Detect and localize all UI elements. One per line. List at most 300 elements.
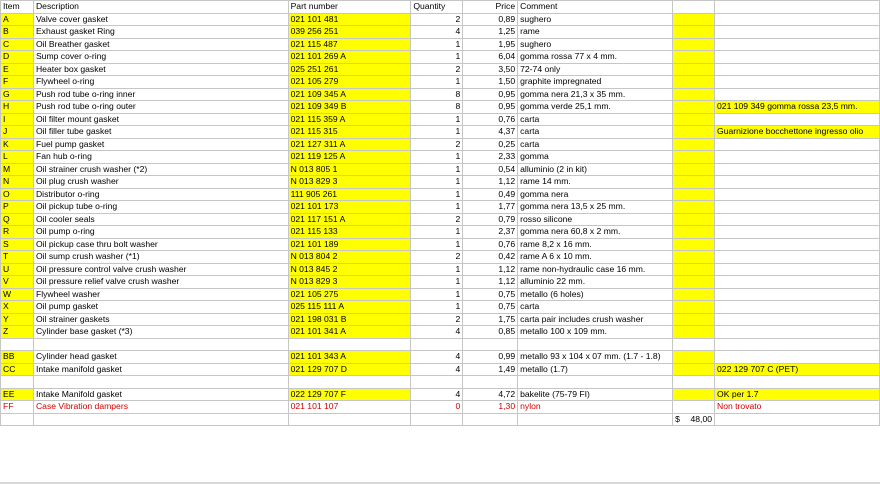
description-cell[interactable]: Push rod tube o-ring outer [33,101,288,114]
comment-cell[interactable]: metallo (1.7) [518,363,673,376]
part-number-cell[interactable]: 021 198 031 B [288,313,411,326]
quantity-cell[interactable]: 2 [411,313,463,326]
item-cell[interactable]: C [1,38,34,51]
comment-cell[interactable]: gomma [518,151,673,164]
quantity-cell[interactable]: 4 [411,388,463,401]
description-cell[interactable]: Oil cooler seals [33,213,288,226]
item-cell[interactable]: Q [1,213,34,226]
empty-cell[interactable] [1,338,34,351]
part-number-cell[interactable]: 022 129 707 F [288,388,411,401]
item-cell[interactable]: R [1,226,34,239]
table-row [1,263,880,276]
item-cell[interactable]: BB [1,351,34,364]
note-cell[interactable] [715,163,880,176]
part-number-cell[interactable]: 025 251 261 [288,63,411,76]
header-empty-cell[interactable] [715,1,880,14]
item-cell[interactable]: K [1,138,34,151]
empty-cell[interactable] [673,38,715,51]
quantity-cell[interactable]: 1 [411,263,463,276]
price-cell[interactable]: 2,33 [463,151,518,164]
item-cell[interactable]: B [1,26,34,39]
quantity-cell[interactable]: 4 [411,363,463,376]
description-cell[interactable]: Exhaust gasket Ring [33,26,288,39]
item-cell[interactable]: W [1,288,34,301]
part-number-cell[interactable]: N 013 845 2 [288,263,411,276]
empty-cell[interactable] [673,126,715,139]
note-cell[interactable] [715,238,880,251]
description-cell[interactable]: Oil strainer gaskets [33,313,288,326]
description-cell[interactable]: Oil Breather gasket [33,38,288,51]
note-cell[interactable] [715,263,880,276]
item-cell[interactable]: CC [1,363,34,376]
description-cell[interactable]: Oil pump gasket [33,301,288,314]
part-number-cell[interactable]: 021 129 707 D [288,363,411,376]
note-cell[interactable]: OK per 1.7 [715,388,880,401]
header-empty-cell[interactable] [673,1,715,14]
price-cell[interactable]: 0,95 [463,88,518,101]
empty-cell[interactable] [288,376,411,389]
price-cell[interactable]: 4,72 [463,388,518,401]
description-cell[interactable]: Valve cover gasket [33,13,288,26]
empty-cell[interactable] [673,301,715,314]
part-number-cell[interactable]: N 013 804 2 [288,251,411,264]
item-cell[interactable]: N [1,176,34,189]
empty-cell[interactable] [673,88,715,101]
item-cell[interactable]: Z [1,326,34,339]
table-row [1,251,880,264]
item-cell[interactable]: S [1,238,34,251]
empty-cell[interactable] [518,338,673,351]
table-row [1,88,880,101]
comment-cell[interactable]: carta [518,138,673,151]
description-cell[interactable]: Oil pump o-ring [33,226,288,239]
quantity-cell[interactable]: 2 [411,213,463,226]
price-cell[interactable]: 0,76 [463,113,518,126]
empty-cell[interactable] [673,376,715,389]
price-cell[interactable]: 0,76 [463,238,518,251]
description-cell[interactable]: Oil sump crush washer (*1) [33,251,288,264]
table-row [1,13,880,26]
description-cell[interactable]: Oil pressure relief valve crush washer [33,276,288,289]
note-cell[interactable] [715,38,880,51]
table-row [1,163,880,176]
empty-cell[interactable] [673,138,715,151]
part-number-cell[interactable]: 021 109 345 A [288,88,411,101]
empty-cell[interactable] [673,26,715,39]
comment-cell[interactable]: rame 8,2 x 16 mm. [518,238,673,251]
part-number-cell[interactable]: 021 127 311 A [288,138,411,151]
item-cell[interactable]: F [1,76,34,89]
table-row [1,288,880,301]
price-cell[interactable]: 1,12 [463,263,518,276]
quantity-cell[interactable]: 4 [411,26,463,39]
item-cell[interactable]: T [1,251,34,264]
table-row [1,301,880,314]
quantity-cell[interactable]: 1 [411,38,463,51]
item-cell[interactable]: A [1,13,34,26]
empty-cell[interactable] [673,163,715,176]
empty-cell[interactable] [673,263,715,276]
table-row [1,51,880,64]
quantity-cell[interactable]: 1 [411,301,463,314]
table-row [1,176,880,189]
quantity-cell[interactable]: 1 [411,288,463,301]
description-cell[interactable]: Fan hub o-ring [33,151,288,164]
empty-cell[interactable] [673,188,715,201]
table-row [1,188,880,201]
quantity-cell[interactable]: 2 [411,251,463,264]
part-number-cell[interactable]: 021 115 487 [288,38,411,51]
description-cell[interactable]: Oil filter mount gasket [33,113,288,126]
quantity-cell[interactable]: 1 [411,188,463,201]
item-cell[interactable]: G [1,88,34,101]
comment-cell[interactable]: carta [518,301,673,314]
price-cell[interactable]: 1,75 [463,313,518,326]
table-row [1,276,880,289]
comment-cell[interactable]: sughero [518,38,673,51]
price-cell[interactable]: 1,50 [463,76,518,89]
empty-cell[interactable] [518,376,673,389]
price-cell[interactable]: 0,54 [463,163,518,176]
quantity-cell[interactable]: 0 [411,401,463,414]
price-cell[interactable]: 4,37 [463,126,518,139]
note-cell[interactable] [715,26,880,39]
part-number-cell[interactable]: N 013 829 3 [288,276,411,289]
price-cell[interactable]: 1,77 [463,201,518,214]
item-cell[interactable]: I [1,113,34,126]
description-cell[interactable]: Push rod tube o-ring inner [33,88,288,101]
table-row [1,313,880,326]
empty-cell[interactable] [33,376,288,389]
part-number-cell[interactable]: 025 115 111 A [288,301,411,314]
quantity-cell[interactable]: 1 [411,176,463,189]
empty-cell[interactable] [411,338,463,351]
empty-cell[interactable] [463,338,518,351]
table-row [1,201,880,214]
empty-cell[interactable] [673,338,715,351]
quantity-cell[interactable]: 8 [411,88,463,101]
empty-cell[interactable] [673,176,715,189]
item-cell[interactable]: P [1,201,34,214]
table-row [1,76,880,89]
empty-cell[interactable] [288,413,411,426]
part-number-cell[interactable]: 021 101 343 A [288,351,411,364]
comment-cell[interactable]: nylon [518,401,673,414]
price-cell[interactable]: 0,42 [463,251,518,264]
quantity-cell[interactable]: 8 [411,101,463,114]
price-cell[interactable]: 0,75 [463,301,518,314]
price-cell[interactable]: 0,49 [463,188,518,201]
price-cell[interactable]: 1,12 [463,176,518,189]
description-cell[interactable]: Oil pickup tube o-ring [33,201,288,214]
empty-cell[interactable] [673,313,715,326]
empty-cell[interactable] [673,288,715,301]
description-cell[interactable]: Oil pressure control valve crush washer [33,263,288,276]
description-cell[interactable]: Oil strainer crush washer (*2) [33,163,288,176]
note-cell[interactable] [715,76,880,89]
item-cell[interactable]: O [1,188,34,201]
comment-cell[interactable]: gomma nera 13,5 x 25 mm. [518,201,673,214]
price-cell[interactable]: 1,12 [463,276,518,289]
note-cell[interactable] [715,176,880,189]
comment-cell[interactable]: gomma nera [518,188,673,201]
quantity-cell[interactable]: 1 [411,76,463,89]
empty-cell[interactable] [463,413,518,426]
comment-cell[interactable]: alluminio 22 mm. [518,276,673,289]
description-cell[interactable]: Flywheel washer [33,288,288,301]
empty-cell[interactable] [673,76,715,89]
table-row [1,113,880,126]
description-cell[interactable]: Intake manifold gasket [33,363,288,376]
note-cell[interactable] [715,288,880,301]
description-cell[interactable]: Oil pickup case thru bolt washer [33,238,288,251]
note-cell[interactable] [715,301,880,314]
item-cell[interactable]: FF [1,401,34,414]
note-cell[interactable] [715,51,880,64]
description-cell[interactable]: Cylinder head gasket [33,351,288,364]
item-cell[interactable]: Y [1,313,34,326]
item-cell[interactable]: U [1,263,34,276]
header-row [1,1,880,14]
note-cell[interactable]: 022 129 707 C (PET) [715,363,880,376]
description-cell[interactable]: Cylinder base gasket (*3) [33,326,288,339]
part-number-cell[interactable]: 021 101 341 A [288,326,411,339]
part-number-cell[interactable]: 111 905 261 [288,188,411,201]
empty-cell[interactable] [673,213,715,226]
item-cell[interactable]: E [1,63,34,76]
description-cell[interactable]: Oil plug crush washer [33,176,288,189]
part-number-cell[interactable]: 021 115 359 A [288,113,411,126]
comment-cell[interactable]: carta [518,113,673,126]
comment-cell[interactable]: 72-74 only [518,63,673,76]
comment-cell[interactable]: rame non-hydraulic case 16 mm. [518,263,673,276]
price-cell[interactable]: 6,04 [463,51,518,64]
note-cell[interactable] [715,151,880,164]
item-cell[interactable]: X [1,301,34,314]
item-cell[interactable]: D [1,51,34,64]
empty-cell[interactable] [673,401,715,414]
description-cell[interactable]: Sump cover o-ring [33,51,288,64]
note-cell[interactable] [715,226,880,239]
empty-cell[interactable] [673,151,715,164]
description-cell[interactable]: Distributor o-ring [33,188,288,201]
quantity-cell[interactable]: 1 [411,151,463,164]
note-cell[interactable] [715,326,880,339]
part-number-cell[interactable]: 021 109 349 B [288,101,411,114]
price-cell[interactable]: 0,25 [463,138,518,151]
comment-cell[interactable]: sughero [518,13,673,26]
part-number-cell[interactable]: 021 101 173 [288,201,411,214]
comment-cell[interactable]: rame [518,26,673,39]
note-cell[interactable] [715,188,880,201]
comment-cell[interactable]: graphite impregnated [518,76,673,89]
header-part-number[interactable]: Part number [288,1,411,14]
comment-cell[interactable]: bakelite (75-79 FI) [518,388,673,401]
empty-cell[interactable] [673,251,715,264]
note-cell[interactable] [715,276,880,289]
quantity-cell[interactable]: 1 [411,201,463,214]
note-cell[interactable] [715,63,880,76]
note-cell[interactable]: Guarnizione bocchettone ingresso olio [715,126,880,139]
note-cell[interactable]: Non trovato [715,401,880,414]
description-cell[interactable]: Fuel pump gasket [33,138,288,151]
empty-cell[interactable] [673,51,715,64]
item-cell[interactable]: V [1,276,34,289]
quantity-cell[interactable]: 1 [411,51,463,64]
empty-cell[interactable] [673,226,715,239]
table-row [1,388,880,401]
price-cell[interactable]: 0,75 [463,288,518,301]
quantity-cell[interactable]: 4 [411,326,463,339]
empty-cell[interactable] [715,376,880,389]
item-cell[interactable]: J [1,126,34,139]
comment-cell[interactable]: carta [518,126,673,139]
header-description[interactable]: Description [33,1,288,14]
part-number-cell[interactable]: 021 117 151 A [288,213,411,226]
comment-cell[interactable]: metallo 100 x 109 mm. [518,326,673,339]
comment-cell[interactable]: gomma verde 25,1 mm. [518,101,673,114]
quantity-cell[interactable]: 2 [411,138,463,151]
quantity-cell[interactable]: 1 [411,276,463,289]
header-quantity[interactable]: Quantity [411,1,463,14]
empty-cell[interactable] [1,413,34,426]
price-cell[interactable]: 0,99 [463,351,518,364]
price-cell[interactable]: 1,25 [463,26,518,39]
header-item[interactable]: Item [1,1,34,14]
comment-cell[interactable]: metallo 93 x 104 x 07 mm. (1.7 - 1.8) [518,351,673,364]
comment-cell[interactable]: metallo (6 holes) [518,288,673,301]
comment-cell[interactable]: carta pair includes crush washer [518,313,673,326]
empty-cell[interactable] [673,101,715,114]
price-cell[interactable]: 1,95 [463,38,518,51]
part-number-cell[interactable]: 039 256 251 [288,26,411,39]
part-number-cell[interactable]: 021 119 125 A [288,151,411,164]
total-cell[interactable] [673,413,715,426]
empty-cell[interactable] [33,338,288,351]
empty-cell[interactable] [673,63,715,76]
comment-cell[interactable]: rame A 6 x 10 mm. [518,251,673,264]
note-cell[interactable] [715,213,880,226]
description-cell[interactable]: Case Vibration dampers [33,401,288,414]
note-cell[interactable] [715,138,880,151]
table-row [1,213,880,226]
item-cell[interactable]: M [1,163,34,176]
empty-cell[interactable] [288,338,411,351]
empty-cell[interactable] [411,413,463,426]
table-row [1,38,880,51]
price-cell[interactable]: 0,95 [463,101,518,114]
part-number-cell[interactable]: 021 105 275 [288,288,411,301]
empty-cell[interactable] [518,413,673,426]
note-cell[interactable] [715,201,880,214]
item-cell[interactable]: H [1,101,34,114]
part-number-cell[interactable]: N 013 805 1 [288,163,411,176]
table-row [1,363,880,376]
price-cell[interactable]: 0,79 [463,213,518,226]
note-cell[interactable] [715,313,880,326]
comment-cell[interactable]: rame 14 mm. [518,176,673,189]
empty-cell[interactable] [673,13,715,26]
note-cell[interactable]: 021 109 349 gomma rossa 23,5 mm. [715,101,880,114]
comment-cell[interactable]: gomma nera 21,3 x 35 mm. [518,88,673,101]
price-cell[interactable]: 2,37 [463,226,518,239]
quantity-cell[interactable]: 1 [411,238,463,251]
empty-cell[interactable] [411,376,463,389]
item-cell[interactable]: L [1,151,34,164]
empty-cell[interactable] [715,338,880,351]
header-comment[interactable]: Comment [518,1,673,14]
note-cell[interactable] [715,13,880,26]
part-number-cell[interactable]: 021 101 481 [288,13,411,26]
part-number-cell[interactable]: 021 101 269 A [288,51,411,64]
table-row [1,151,880,164]
total-currency: $ [675,413,680,424]
empty-cell[interactable] [715,413,880,426]
part-number-cell[interactable]: 021 105 279 [288,76,411,89]
comment-cell[interactable]: gomma nera 60,8 x 2 mm. [518,226,673,239]
note-cell[interactable] [715,88,880,101]
quantity-cell[interactable]: 1 [411,226,463,239]
empty-cell[interactable] [673,201,715,214]
price-cell[interactable]: 3,50 [463,63,518,76]
quantity-cell[interactable]: 4 [411,351,463,364]
part-number-cell[interactable]: 021 101 107 [288,401,411,414]
note-cell[interactable] [715,113,880,126]
quantity-cell[interactable]: 1 [411,126,463,139]
table-row [1,101,880,114]
part-number-cell[interactable]: 021 115 315 [288,126,411,139]
price-cell[interactable]: 1,30 [463,401,518,414]
part-number-cell[interactable]: N 013 829 3 [288,176,411,189]
item-cell[interactable]: EE [1,388,34,401]
comment-cell[interactable]: rosso silicone [518,213,673,226]
price-cell[interactable]: 1,49 [463,363,518,376]
comment-cell[interactable]: gomma rossa 77 x 4 mm. [518,51,673,64]
empty-cell[interactable] [673,276,715,289]
empty-cell[interactable] [33,413,288,426]
note-cell[interactable] [715,351,880,364]
empty-cell[interactable] [673,238,715,251]
price-cell[interactable]: 0,85 [463,326,518,339]
description-cell[interactable]: Heater box gasket [33,63,288,76]
quantity-cell[interactable]: 1 [411,113,463,126]
empty-cell[interactable] [673,363,715,376]
table-row [1,63,880,76]
description-cell[interactable]: Intake Manifold gasket [33,388,288,401]
empty-cell[interactable] [673,113,715,126]
description-cell[interactable]: Oil filler tube gasket [33,126,288,139]
empty-cell[interactable] [673,326,715,339]
table-row [1,326,880,339]
empty-cell[interactable] [673,388,715,401]
price-cell[interactable]: 0,89 [463,13,518,26]
part-number-cell[interactable]: 021 115 133 [288,226,411,239]
note-cell[interactable] [715,251,880,264]
empty-cell[interactable] [463,376,518,389]
part-number-cell[interactable]: 021 101 189 [288,238,411,251]
quantity-cell[interactable]: 2 [411,63,463,76]
quantity-cell[interactable]: 1 [411,163,463,176]
blank-row [1,338,880,351]
quantity-cell[interactable]: 2 [411,13,463,26]
description-cell[interactable]: Flywheel o-ring [33,76,288,89]
table-row [1,138,880,151]
header-price[interactable]: Price [463,1,518,14]
table-row [1,26,880,39]
comment-cell[interactable]: alluminio (2 in kit) [518,163,673,176]
empty-cell[interactable] [673,351,715,364]
empty-cell[interactable] [1,376,34,389]
